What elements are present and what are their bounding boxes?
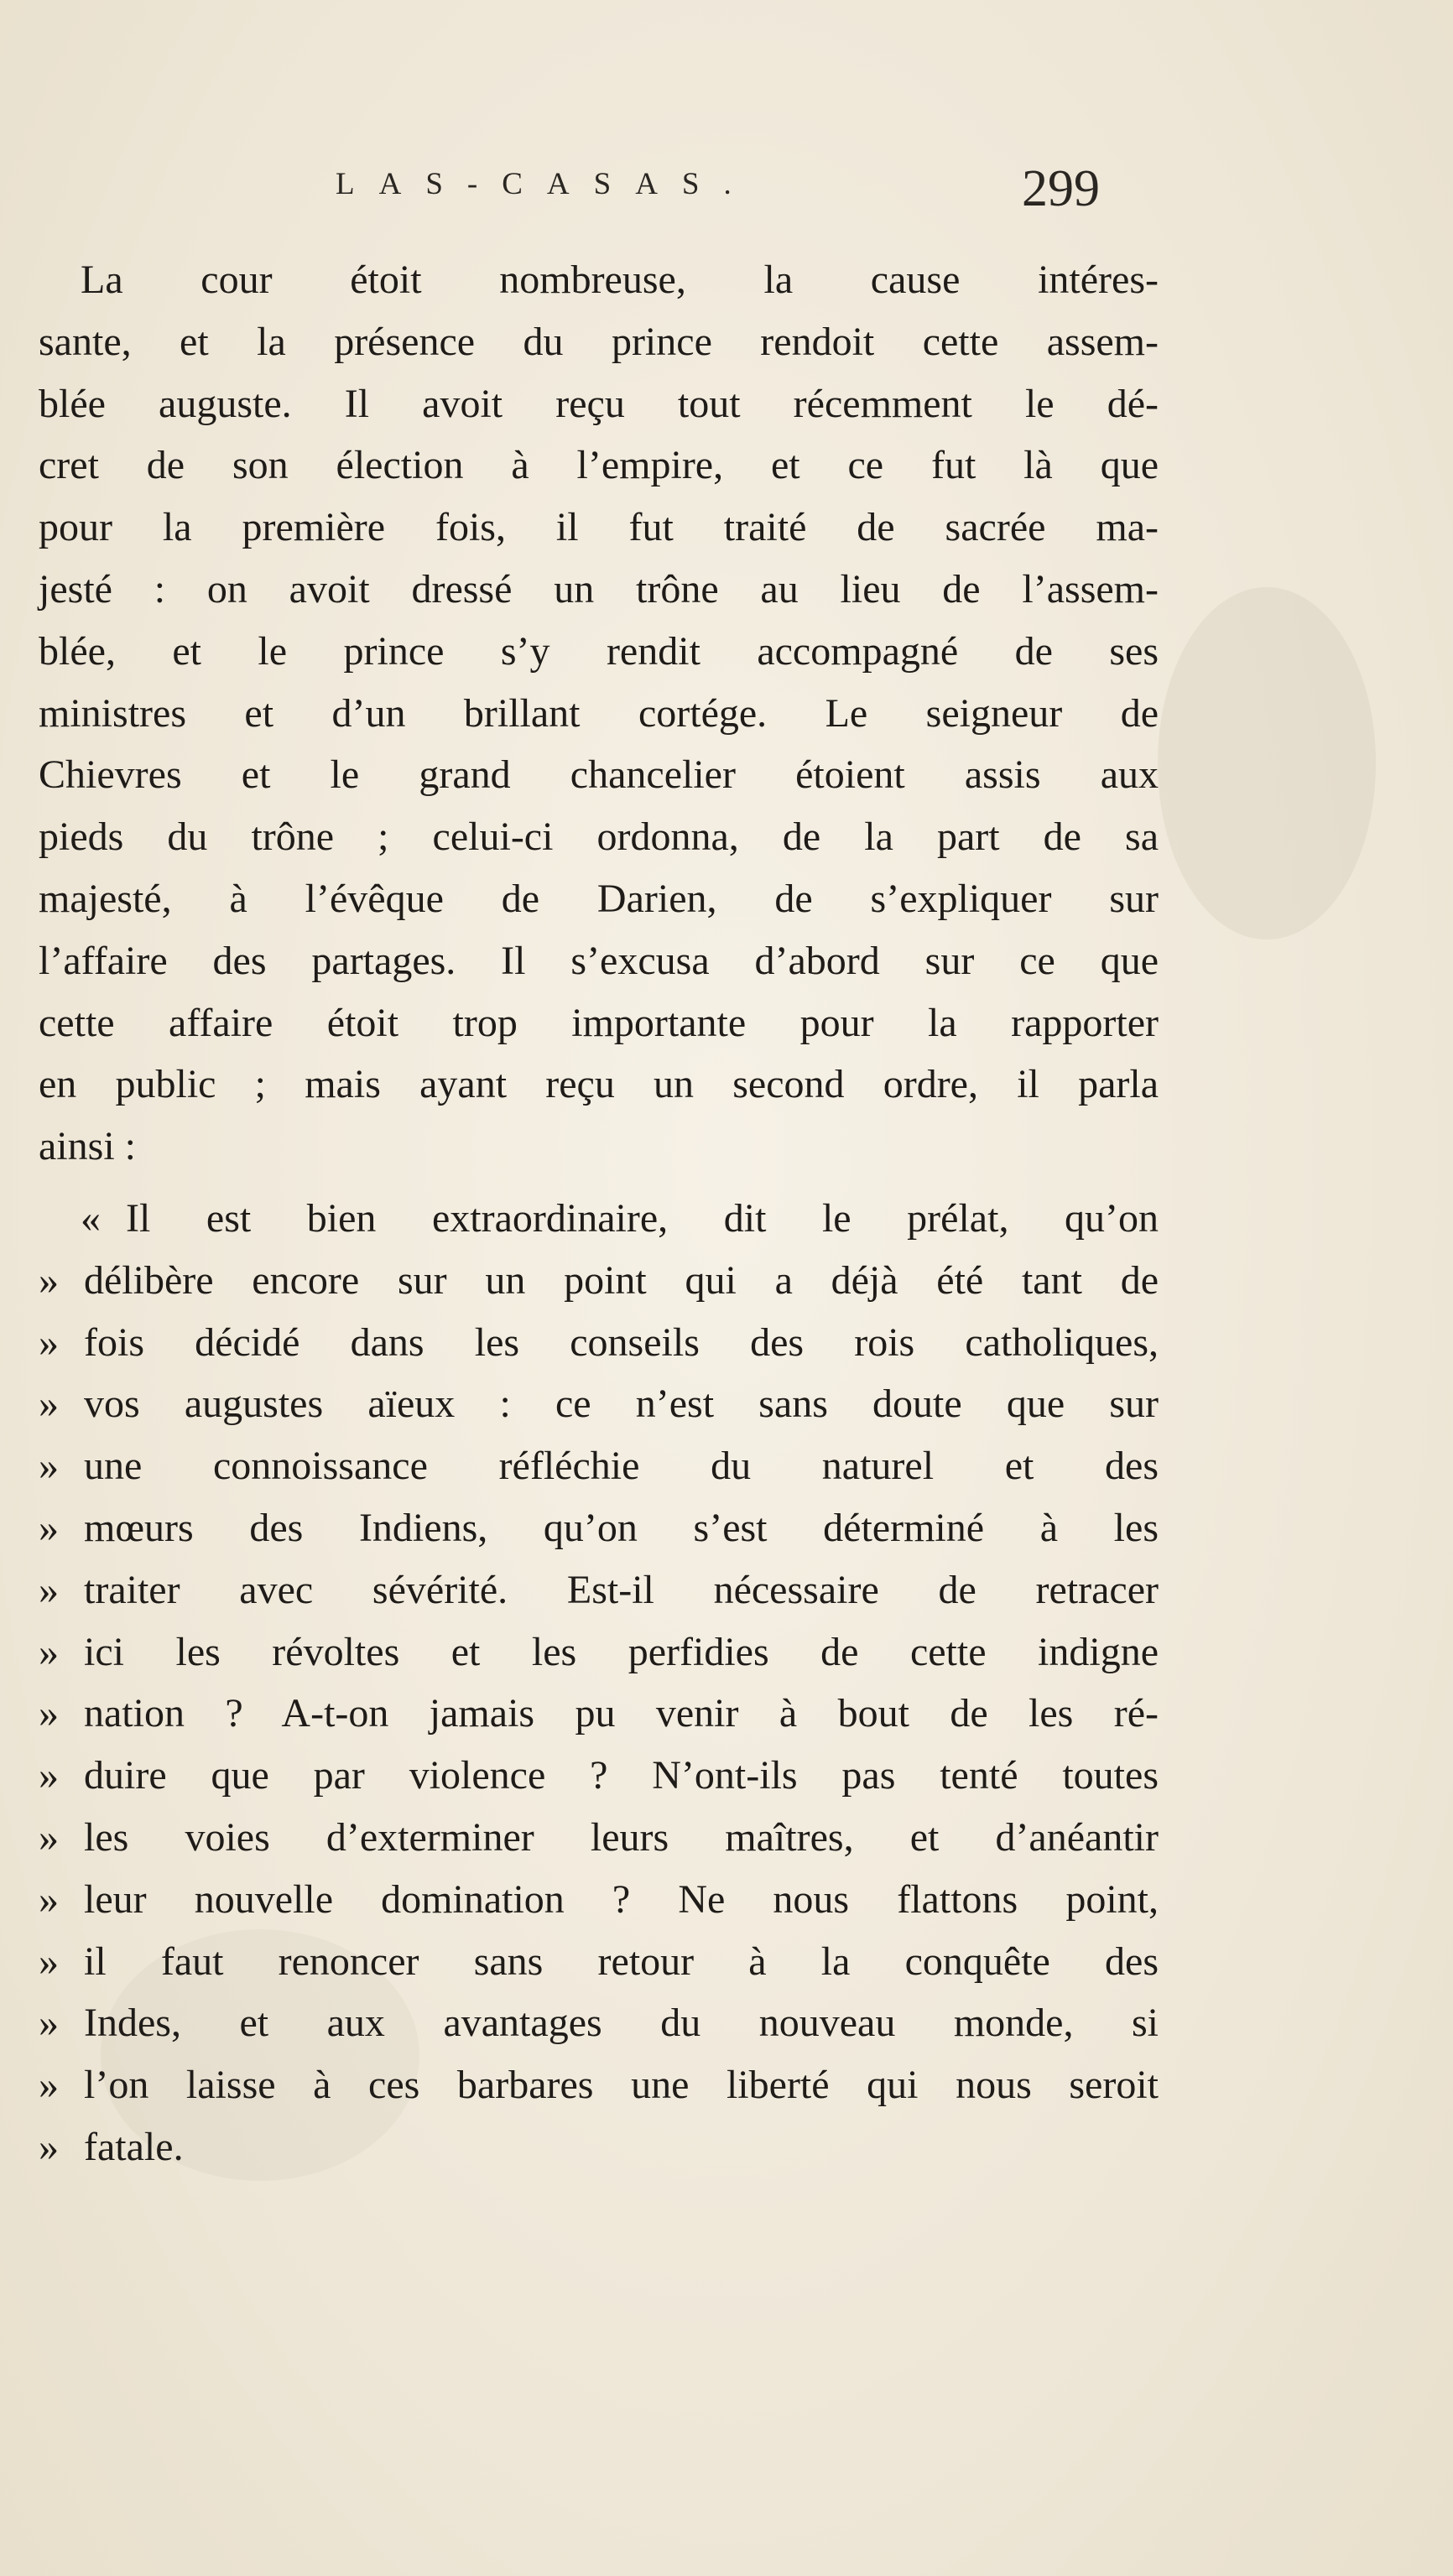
quote-mark: » xyxy=(39,2001,59,2046)
quote-text: ici les révoltes et les perfidies de cette indigne xyxy=(84,1629,1159,1674)
quote-text: nation ? A-t-on jamais pu venir à bout de les ré- xyxy=(84,1691,1159,1736)
quote-text: vos augustes aïeux : ce n’est sans doute que sur xyxy=(84,1382,1159,1427)
quote-mark: » xyxy=(39,1753,59,1798)
text-line: pour la première fois, il fut traité de sacrée ma- xyxy=(39,505,1159,550)
page-stain xyxy=(1158,587,1376,939)
quote-mark: « xyxy=(81,1195,101,1241)
text-line: cret de son élection à l’empire, et ce fut là que xyxy=(39,443,1159,488)
quote-mark: » xyxy=(39,1505,59,1550)
quote-line xyxy=(39,1621,1159,1684)
quote-text: leur nouvelle domination ? Ne nous flattons point, xyxy=(84,1876,1159,1922)
quote-text: mœurs des Indiens, qu’on s’est déterminé à les xyxy=(84,1505,1159,1550)
quote-mark: » xyxy=(39,1939,59,1984)
quote-line xyxy=(39,1312,1159,1374)
text-line: blée auguste. Il avoit reçu tout récemment le dé- xyxy=(39,381,1159,426)
text-line: jesté : on avoit dressé un trône au lieu de l’assem- xyxy=(39,566,1159,611)
text-line: ministres et d’un brillant cortége. Le seigneur de xyxy=(39,690,1159,736)
quote-mark: » xyxy=(39,1876,59,1922)
quote-line xyxy=(39,1931,1159,1993)
paragraph-gap xyxy=(39,1178,1159,1188)
quote-mark: » xyxy=(39,2124,59,2169)
running-head: LAS-CASAS. xyxy=(336,167,756,201)
quote-text: Il est bien extraordinaire, dit le prélat, qu’on xyxy=(126,1195,1159,1241)
paragraph-1 xyxy=(39,249,1159,1178)
quote-line xyxy=(39,1435,1159,1497)
text-line: blée, et le prince s’y rendit accompagné de ses xyxy=(39,628,1159,674)
quote-text: duire que par violence ? N’ont-ils pas tenté toutes xyxy=(84,1753,1159,1798)
quote-line xyxy=(39,1373,1159,1435)
quote-mark: » xyxy=(39,1257,59,1303)
page-number: 299 xyxy=(1022,160,1100,217)
text-line: majesté, à l’évêque de Darien, de s’expliquer sur xyxy=(39,876,1159,921)
quote-line xyxy=(39,1559,1159,1621)
quote-line xyxy=(39,2116,1159,2178)
text-line: en public ; mais ayant reçu un second ordre, il parla xyxy=(39,1062,1159,1107)
quote-text: une connoissance réfléchie du naturel et des xyxy=(84,1444,1159,1489)
text-line: l’affaire des partages. Il s’excusa d’abord sur ce que xyxy=(39,938,1159,983)
text-line: pieds du trône ; celui-ci ordonna, de la part de sa xyxy=(39,814,1159,860)
body-text xyxy=(39,249,1159,2178)
quote-mark: » xyxy=(39,1691,59,1736)
quote-line xyxy=(39,1683,1159,1745)
quote-line xyxy=(39,1992,1159,2054)
quote-line xyxy=(39,1188,1159,1250)
quote-text: fois décidé dans les conseils des rois catholiques, xyxy=(84,1319,1159,1365)
quote-mark: » xyxy=(39,2063,59,2108)
quote-text: l’on laisse à ces barbares une liberté qui nous seroit xyxy=(84,2063,1159,2108)
quote-text: Indes, et aux avantages du nouveau monde, si xyxy=(84,2001,1159,2046)
quote-mark: » xyxy=(39,1444,59,1489)
quote-mark: » xyxy=(39,1382,59,1427)
text-line: cette affaire étoit trop importante pour la rapporter xyxy=(39,1000,1159,1045)
text-line: La cour étoit nombreuse, la cause intéres- xyxy=(81,258,1159,302)
quote-line xyxy=(39,2054,1159,2116)
quote-text: il faut renoncer sans retour à la conquête des xyxy=(84,1939,1159,1984)
quote-text: traiter avec sévérité. Est-il nécessaire de retracer xyxy=(84,1567,1159,1612)
quotation xyxy=(39,1188,1159,2178)
quote-line xyxy=(39,1250,1159,1312)
quote-line xyxy=(39,1807,1159,1869)
text-line: Chievres et le grand chancelier étoient assis aux xyxy=(39,752,1159,798)
text-line: ainsi : xyxy=(39,1124,136,1169)
quote-line xyxy=(39,1745,1159,1807)
text-line: sante, et la présence du prince rendoit cette assem- xyxy=(39,319,1159,364)
quote-text: délibère encore sur un point qui a déjà été tant de xyxy=(84,1257,1159,1303)
quote-mark: » xyxy=(39,1814,59,1860)
quote-line xyxy=(39,1869,1159,1931)
quote-text: fatale. xyxy=(84,2124,184,2169)
quote-mark: » xyxy=(39,1629,59,1674)
quote-mark: » xyxy=(39,1567,59,1612)
quote-line xyxy=(39,1497,1159,1559)
quote-text: les voies d’exterminer leurs maîtres, et d’anéantir xyxy=(84,1814,1159,1860)
quote-mark: » xyxy=(39,1319,59,1365)
